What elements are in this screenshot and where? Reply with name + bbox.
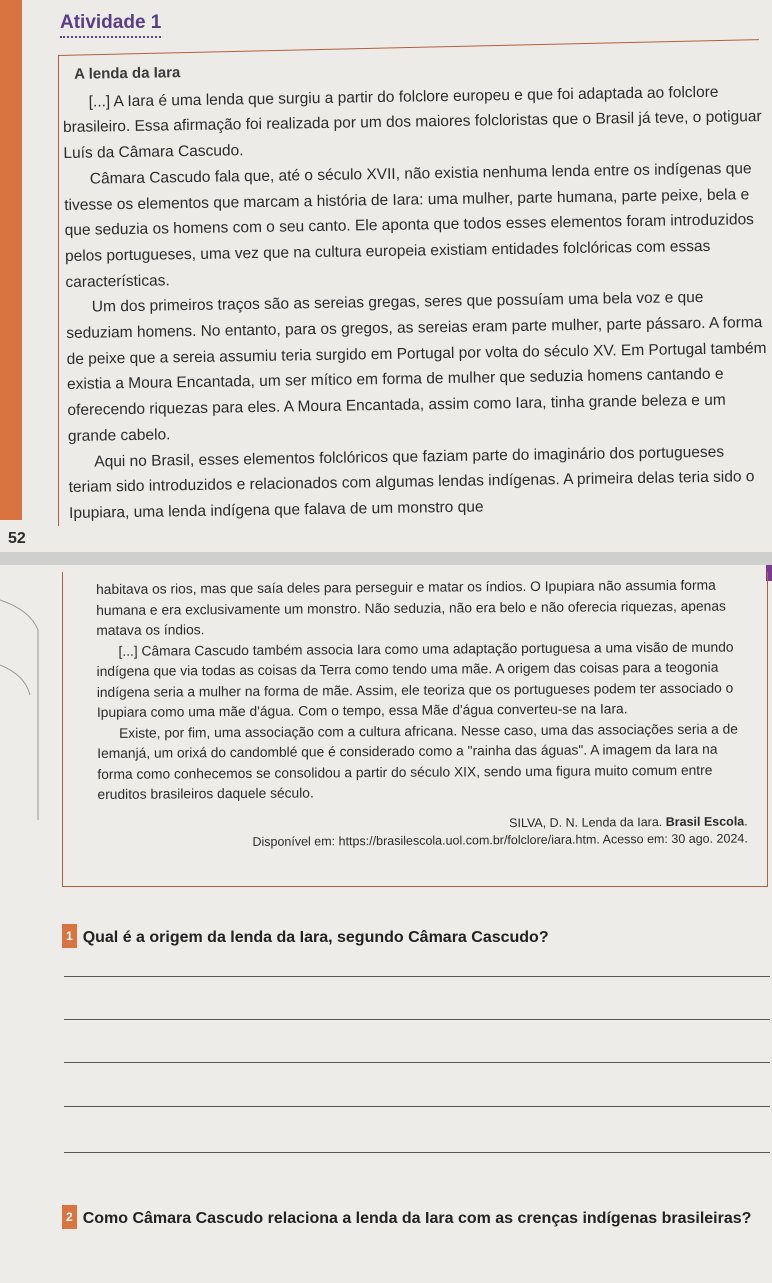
paragraph: Existe, por fim, uma associação com a cultura africana. Nesse caso, uma das associações seria a de Iemanjá, um orixá do candomblé que é considerado como a "rainha das águas". A imagem da Iara na forma como conhecemos se consolidou a partir do século XIX, sendo uma figura muito comum entre eruditos brasileiros daquele século.	[97, 721, 738, 802]
answer-line[interactable]	[64, 1106, 770, 1107]
reading-text-part2	[96, 575, 748, 851]
answer-line[interactable]	[64, 1019, 770, 1020]
question-1	[62, 924, 752, 950]
answer-line[interactable]	[64, 1152, 770, 1153]
activity-title: Atividade 1	[60, 12, 161, 38]
answer-line[interactable]	[64, 976, 770, 977]
question-number: 1	[62, 924, 77, 948]
reading-text-part1	[62, 51, 769, 527]
paragraph: [...] Câmara Cascudo também associa Iara como uma adaptação portuguesa a uma visão de mundo indígena que via todas as coisas da Terra como tendo uma mãe. A origem das coisas para a teogonia indígena seria a mulher na forma de mãe. Assim, ele teoriza que os portugueses podem ter associado o Ipupiara como uma mãe d'água. Com o tempo, essa Mãe d'água converteu-se na Iara.	[96, 639, 734, 720]
paragraph: [...] A Iara é uma lenda que surgiu a partir do folclore europeu e que foi adaptada ao folclore brasileiro. Essa afirmação foi realizada por um dos maiores folcloristas que o Brasil já teve, o potiguar Luís da Câmara Cascudo.	[62, 83, 762, 163]
paragraph: Um dos primeiros traços são as sereias gregas, seres que possuíam uma bela voz e que seduziam homens. No entanto, para os gregos, as sereias eram parte mulher, parte pássaro. A forma de peixe que a sereia assumiu teria surgido em Portugal por volta do século XV. Em Portugal também existia a Moura Encantada, um ser mítico em forma de mulher que seduzia homens cantando e oferecendo riquezas para eles. A Moura Encantada, assim como Iara, tinha grande beleza e um grande cabelo.	[66, 289, 767, 445]
question-text: Qual é a origem da lenda da Iara, segundo Câmara Cascudo?	[82, 929, 549, 946]
page-edge-decoration	[0, 0, 22, 520]
paragraph: Aqui no Brasil, esses elementos folclóricos que faziam parte do imaginário dos portugueses teriam sido introduzidos e relacionados com algumas lendas indígenas. A primeira delas teria sido o Ipupiara, uma lenda indígena que falava de um monstro que	[68, 443, 755, 522]
question-number: 2	[62, 1205, 77, 1229]
citation-source: Brasil Escola	[665, 813, 745, 829]
text-title: A lenda da Iara	[74, 64, 181, 83]
answer-line[interactable]	[64, 1062, 770, 1063]
question-text: Como Câmara Cascudo relaciona a lenda da Iara com as crenças indígenas brasileiras?	[82, 1210, 752, 1227]
citation-url: Disponível em: https://brasilescola.uol.com.br/folclore/iara.htm. Acesso em: 30 ago. 2024.	[252, 830, 748, 849]
question-2	[62, 1205, 752, 1231]
citation: SILVA, D. N. Lenda da Iara. Brasil Escola. Disponível em: https://brasilescola.uol.com.br/folclore/iara.htm. Acesso em: 30 ago. 2024.	[252, 813, 748, 849]
binding-curve-decoration	[0, 590, 60, 830]
paragraph: habitava os rios, mas que saía deles para perseguir e matar os índios. O Ipupiara não assumia forma humana e era exclusivamente um monstro. Não seduzia, não era belo e não oferecia riquezas, apenas matava os índios.	[96, 577, 726, 638]
paragraph: Câmara Cascudo fala que, até o século XVII, não existia nenhuma lenda entre os indígenas que tivesse os elementos que marcam a história de Iara: uma mulher, parte humana, parte peixe, bela e que seduzia os homens com o seu canto. Ele aponta que todos esses elementos foram introduzidos pelos portugueses, uma vez que na cultura europeia existiam entidades folclóricas com essas características.	[64, 159, 755, 291]
citation-author: SILVA, D. N. Lenda da Iara.	[509, 814, 666, 830]
page-number: 52	[8, 530, 26, 547]
